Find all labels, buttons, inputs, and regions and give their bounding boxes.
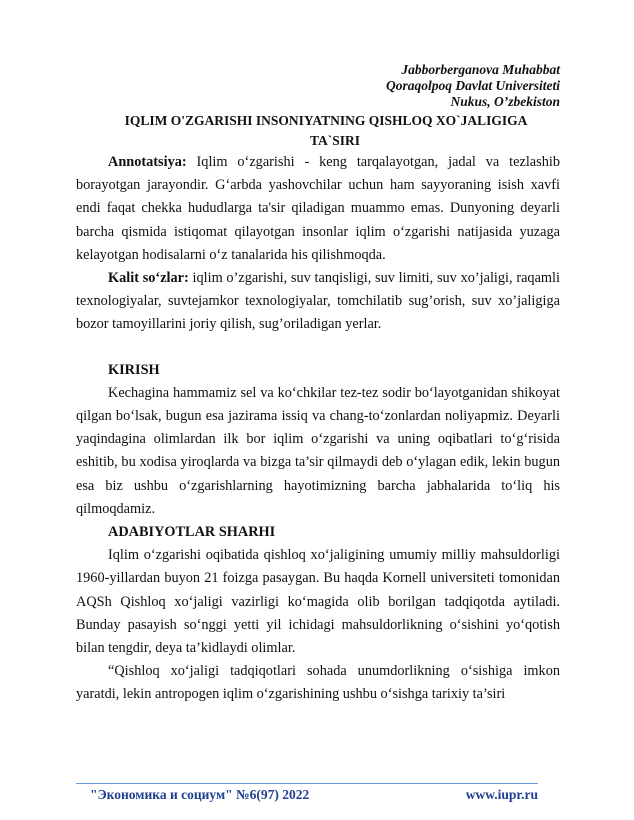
- section-gap: [76, 337, 560, 359]
- abstract-text: Iqlim o‘zgarishi - keng tarqalayotgan, jadal va tezlashib borayotgan jarayondir. G‘arbda yashovchilar uchun ham sayyoraning isish xavfi endi faqat chekka hududlarga ta'sir qiladigan muammo emas. Dunyoning deyarli barcha qismida istiqomat qilayotgan insonlar iqlim o‘zgarishi natijasida yuzaga kelayotgan hodisalarni o‘z tanalarida his qilishmoqda.: [76, 154, 560, 263]
- journal-name: "Экономика и социум" №6(97) 2022: [90, 787, 310, 802]
- title-line-2: TA`SIRI: [309, 133, 360, 148]
- page-footer: [90, 787, 538, 803]
- author-block: [76, 62, 560, 110]
- author-name: Jabborberganova Muhabbat: [401, 62, 560, 77]
- review-paragraph-1: Iqlim o‘zgarishi oqibatida qishloq xo‘jaligining umumiy milliy mahsuldorligi 1960-yillardan buyon 21 foizga pasaygan. Bu haqda Kornell universiteti tomonidan AQSh Qishloq xo‘jaligi vazirligi ko‘magida olib borilgan tadqiqotda aytiladi. Bunday pasayish so‘nggi yetti yil ichidagi mahsuldorlikning o‘sishini yo‘qotish bilan tengdir, deya ta’kidlaydi olimlar.: [76, 547, 560, 657]
- title-line-1: IQLIM O'ZGARISHI INSONIYATNING QISHLOQ XO`JALIGIGA: [124, 113, 528, 128]
- keywords-label: Kalit so‘zlar:: [108, 270, 189, 287]
- intro-heading: KIRISH: [108, 361, 160, 378]
- author-institution: Qoraqolpoq Davlat Universiteti: [386, 78, 560, 93]
- intro-paragraph: Kechagina hammamiz sel va ko‘chkilar tez-tez sodir bo‘layotganidan shikoyat qilgan bo‘lsak, bugun esa jazirama issiq va chang-to‘zonlardan noliyapmiz. Deyarli yaqindagina olimlardan ilk bor iqlim o‘zgarishi va uning oqibatlari to‘g‘risida eshitib, bu xodisa yiroqlarda va bizga ta’sir qilmaydi deb o‘ylagan edik, lekin bugun esa biz ushbu o‘zgarishlarning hayotimizning barcha jabhalarida to‘liq his qilmoqdamiz.: [76, 384, 560, 517]
- journal-url[interactable]: www.iupr.ru: [465, 787, 538, 802]
- footer-divider: [76, 783, 538, 784]
- keywords-text: iqlim o’zgarishi, suv tanqisligi, suv limiti, suv xo’jaligi, raqamli texnologiyalar, suvtejamkor texnologiyalar, tomchilatib sug’orish, suv xo’jaligiga bozor tamoyillarini joriy qilish, sug’oriladigan yerlar.: [76, 270, 560, 333]
- abstract-paragraph: [76, 151, 560, 267]
- author-location: Nukus, O’zbekiston: [450, 94, 560, 109]
- review-paragraph-2: “Qishloq xo‘jaligi tadqiqotlari sohada unumdorlikning o‘sishiga imkon yaratdi, lekin antropogen iqlim o‘zgarishining ushbu o‘sishga tarixiy ta’siri: [76, 663, 560, 703]
- review-heading: ADABIYOTLAR SHARHI: [108, 524, 276, 541]
- paper-page: [76, 62, 560, 707]
- abstract-label: Annotatsiya:: [108, 154, 187, 170]
- keywords-paragraph: [76, 267, 560, 337]
- paper-title: [76, 111, 560, 151]
